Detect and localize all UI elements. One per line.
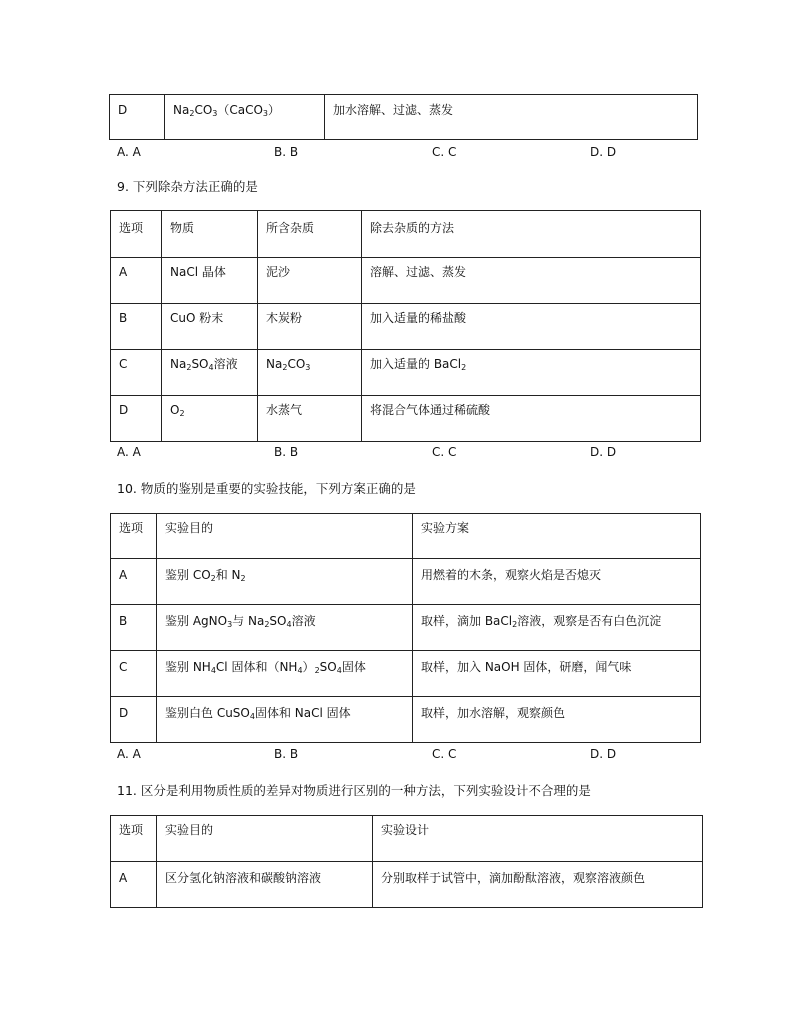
table-row <box>111 605 701 651</box>
option-cell: D <box>111 697 157 743</box>
substance-cell: $Na_2SO_4$溶液 <box>162 350 258 396</box>
table-row <box>111 258 701 304</box>
impurity-cell: 泥沙 <box>258 258 362 304</box>
question-11-table <box>110 815 703 908</box>
impurity-cell: $Na_2CO_3$ <box>258 350 362 396</box>
question-9-table <box>110 210 701 442</box>
method-cell: 将混合气体通过稀硫酸 <box>362 396 701 442</box>
header-design: 实验设计 <box>373 816 703 862</box>
table-row <box>110 95 698 140</box>
plan-cell: 取样，加水溶解，观察颜色 <box>413 697 701 743</box>
table-row <box>111 304 701 350</box>
question-10-title: 10. 物质的鉴别是重要的实验技能，下列方案正确的是 <box>117 481 416 496</box>
option-cell: D <box>110 95 165 140</box>
purpose-cell: 鉴别 $CO_2$和 $N_2$ <box>157 559 413 605</box>
header-option: 选项 <box>111 816 157 862</box>
table-row <box>111 350 701 396</box>
option-cell: B <box>111 304 162 350</box>
table-row <box>111 396 701 442</box>
header-option: 选项 <box>111 514 157 559</box>
purpose-cell: 鉴别 AgNO$_3$与 $Na_2SO_4$溶液 <box>157 605 413 651</box>
question-11-title: 11. 区分是利用物质性质的差异对物质进行区别的一种方法，下列实验设计不合理的是 <box>117 783 591 798</box>
design-cell: 分别取样于试管中，滴加酚酞溶液，观察溶液颜色 <box>373 862 703 908</box>
option-cell: A <box>111 559 157 605</box>
header-impurity: 所含杂质 <box>258 211 362 258</box>
table-header-row <box>111 211 701 258</box>
choice-c: C. C <box>432 445 457 459</box>
answer-choices <box>117 747 677 763</box>
table-header-row <box>111 514 701 559</box>
choice-b: B. B <box>274 747 299 761</box>
method-cell: 加入适量的 BaCl$_2$ <box>362 350 701 396</box>
choice-b: B. B <box>274 145 299 159</box>
header-purpose: 实验目的 <box>157 514 413 559</box>
option-cell: B <box>111 605 157 651</box>
choice-d: D. D <box>590 145 617 159</box>
option-cell: A <box>111 862 157 908</box>
header-purpose: 实验目的 <box>157 816 373 862</box>
choice-a: A. A <box>117 145 141 159</box>
question-9-title: 9. 下列除杂方法正确的是 <box>117 179 258 194</box>
substance-cell: $Na_2CO_3(CaCO_3)$ <box>165 95 325 140</box>
choice-d: D. D <box>590 445 617 459</box>
plan-cell: 用燃着的木条，观察火焰是否熄灭 <box>413 559 701 605</box>
choice-c: C. C <box>432 747 457 761</box>
option-cell: C <box>111 350 162 396</box>
purpose-cell: 鉴别白色 CuSO$_4$固体和 NaCl 固体 <box>157 697 413 743</box>
method-cell: 溶解、过滤、蒸发 <box>362 258 701 304</box>
choice-b: B. B <box>274 445 299 459</box>
method-cell: 加水溶解、过滤、蒸发 <box>325 95 698 140</box>
header-option: 选项 <box>111 211 162 258</box>
plan-cell: 取样，滴加 BaCl$_2$溶液，观察是否有白色沉淀 <box>413 605 701 651</box>
impurity-cell: 水蒸气 <box>258 396 362 442</box>
option-cell: A <box>111 258 162 304</box>
choice-a: A. A <box>117 445 141 459</box>
header-plan: 实验方案 <box>413 514 701 559</box>
table-row <box>111 559 701 605</box>
header-method: 除去杂质的方法 <box>362 211 701 258</box>
table-row <box>111 697 701 743</box>
impurity-cell: 木炭粉 <box>258 304 362 350</box>
option-cell: D <box>111 396 162 442</box>
answer-choices <box>117 145 677 161</box>
question-10-table <box>110 513 701 743</box>
option-cell: C <box>111 651 157 697</box>
purpose-cell: 鉴别 $NH_4Cl$ 固体和$(NH_4)_2SO_4$固体 <box>157 651 413 697</box>
substance-cell: NaCl 晶体 <box>162 258 258 304</box>
substance-cell: $O_2$ <box>162 396 258 442</box>
substance-cell: CuO 粉末 <box>162 304 258 350</box>
table-row <box>111 862 703 908</box>
table-header-row <box>111 816 703 862</box>
purpose-cell: 区分氢化钠溶液和碳酸钠溶液 <box>157 862 373 908</box>
prev-question-table <box>109 94 698 140</box>
table-row <box>111 651 701 697</box>
plan-cell: 取样，加入 NaOH 固体，研磨，闻气味 <box>413 651 701 697</box>
header-substance: 物质 <box>162 211 258 258</box>
choice-c: C. C <box>432 145 457 159</box>
method-cell: 加入适量的稀盐酸 <box>362 304 701 350</box>
choice-d: D. D <box>590 747 617 761</box>
answer-choices <box>117 445 677 461</box>
choice-a: A. A <box>117 747 141 761</box>
